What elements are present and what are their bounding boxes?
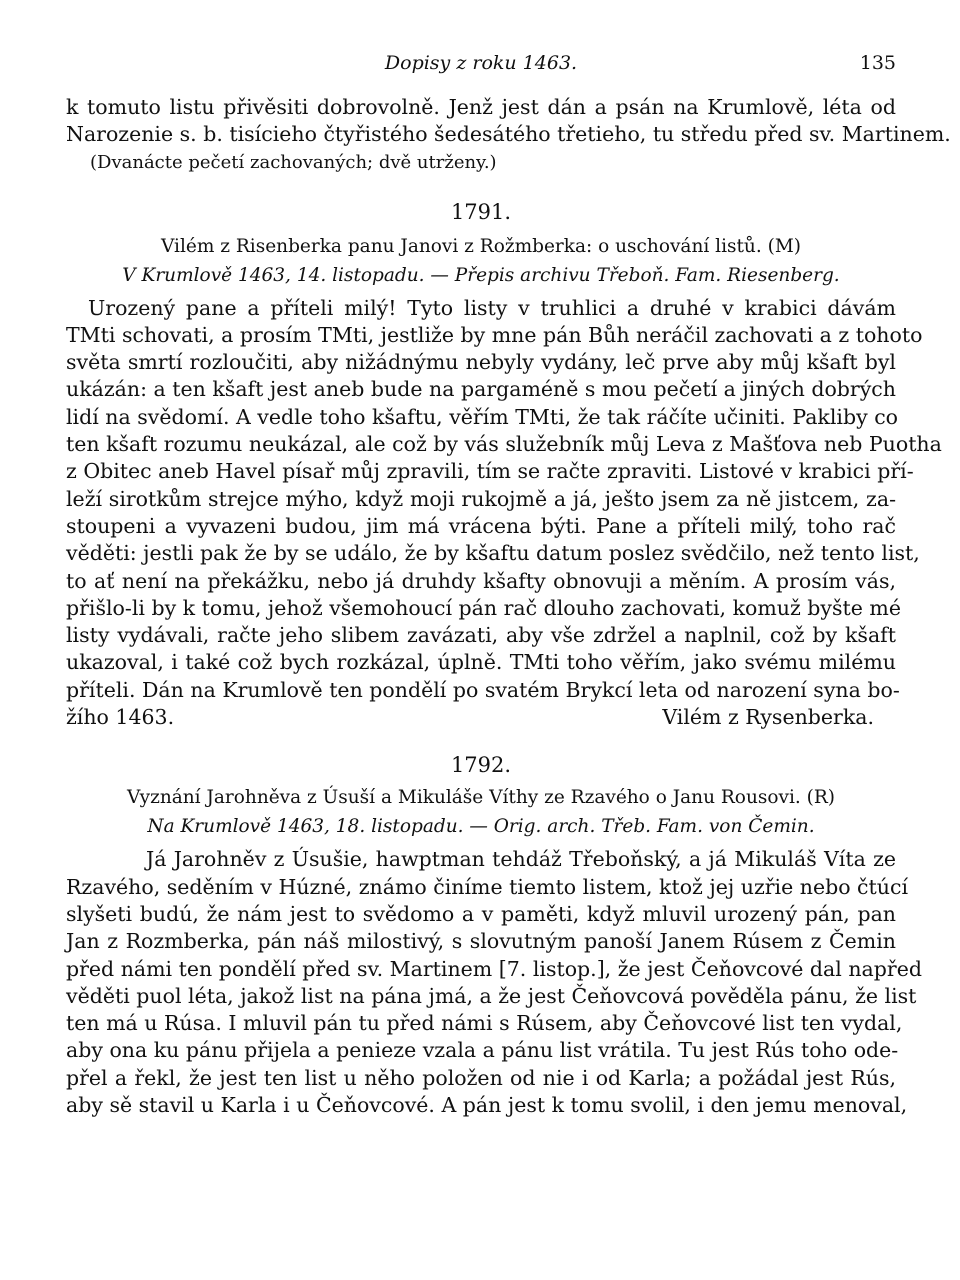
text-line: Rzavého, seděním v Húzné, známo činíme tiemto listem, ktož jej uzřie nebo čtúcí <box>66 874 909 899</box>
text-line: aby sě stavil u Karla i u Čeňovcové. A pán jest k tomu svolil, i den jemu menoval, <box>66 1093 908 1118</box>
text-line: listy vydávali, račte jeho slibem zavázati, aby vše zdržel a naplnil, což by kšaft <box>66 623 896 648</box>
running-title: Dopisy z roku 1463. <box>384 52 578 74</box>
text-line: ukazoval, i také což bych rozkázal, úplně. TMti toho věřím, jako svému milému <box>66 650 896 675</box>
text-line: stoupeni a vyvazeni budou, jim má vrácena býti. Pane a příteli milý, toho rač <box>66 513 896 538</box>
page-number: 135 <box>859 52 896 74</box>
text-line: Narozenie s. b. tisícieho čtyřistého šedesátého třetieho, tu středu před sv. Martinem. <box>66 122 951 147</box>
closing-date: žího 1463. <box>66 705 175 730</box>
text-line: to ať není na překážku, nebo já druhdy kšafty obnovuji a měním. A prosím vás, <box>66 568 896 593</box>
text-line: lidí na svědomí. A vedle toho kšaftu, věřím TMti, že tak ráčíte učiniti. Pakliby co <box>66 404 899 429</box>
text-line: Jan z Rozmberka, pán náš milostivý, s slovutným panoší Janem Rúsem z Čemin <box>66 929 896 954</box>
text-line: světa smrtí rozloučiti, aby nižádnýmu nebyly vydány, leč prve aby můj kšaft byl <box>66 350 896 375</box>
document-1792 <box>66 751 922 1119</box>
text-line: věděti: jestli pak že by se událo, že by kšaftu datum poslez svědčilo, než tento list, <box>66 541 920 566</box>
text-line: ten kšaft rozumu neukázal, ale což by vás služebník můj Leva z Mašťova neb Puotha <box>66 432 942 457</box>
text-line: k tomuto listu přivěsiti dobrovolně. Jenž jest dán a psán na Krumlově, léta od <box>66 95 896 119</box>
signature: Vilém z Rysenberka. <box>662 705 874 730</box>
text-line: z Obitec aneb Havel písař můj zpravili, tím se račte zpraviti. Listové v krabici pří- <box>66 459 914 484</box>
previous-document-ending <box>66 94 951 176</box>
running-head <box>66 52 896 76</box>
document-number: 1791. <box>450 199 512 224</box>
text-line: přišlo-li by k tomu, jehož všemohoucí pán rač dlouho zachovati, komuž byšte mé <box>66 595 901 620</box>
document-page <box>66 52 951 1119</box>
text-line: Urozený pane a příteli milý! Tyto listy v truhlici a druhé v krabici dávám <box>88 295 896 320</box>
text-line: leží sirotkům strejce mýho, když moji rukojmě a já, ješto jsem za ně jistcem, za- <box>66 486 896 511</box>
text-line: před námi ten pondělí před sv. Martinem [7. listop.], že jest Čeňovcové dal napřed <box>66 956 922 981</box>
text-line: příteli. Dán na Krumlově ten pondělí po svatém Brykcí leta od narození syna bo- <box>66 677 900 702</box>
text-line: aby ona ku pánu přijela a penieze vzala a pánu list vrátila. Tu jest Rús toho ode- <box>66 1038 899 1063</box>
text-line: slyšeti budú, že nám jest to svědomo a v paměti, když mluvil urozený pán, pan <box>66 901 896 926</box>
text-line: ukázán: a ten kšaft jest aneb bude na pargaméně s mou pečetí a jiných dobrých <box>66 377 896 402</box>
text-line: věděti puol léta, jakož list na pána jmá, a že jest Čeňovcová pověděla pánu, že list <box>66 983 917 1008</box>
text-line: Já Jarohněv z Úsušie, hawptman tehdáž Třeboňský, a já Mikuláš Víta ze <box>146 847 896 872</box>
closing-line <box>66 704 896 731</box>
document-1791 <box>66 198 942 732</box>
document-regest: Vyznání Jarohněva z Úsuší a Mikuláše Víthy ze Rzavého o Janu Rousovi. (R) <box>127 787 835 809</box>
seal-note: (Dvanácte pečetí zachovaných; dvě utrženy.) <box>90 151 497 173</box>
document-source: V Krumlově 1463, 14. listopadu. — Přepis archivu Třeboň. Fam. Riesenberg. <box>122 264 840 286</box>
document-source: Na Krumlově 1463, 18. listopadu. — Orig. arch. Třeb. Fam. von Čemin. <box>147 816 815 838</box>
text-line: přel a řekl, že jest ten list u něho položen od nie i od Karla; a požádal jest Rús, <box>66 1065 896 1090</box>
text-line: TMti schovati, a prosím TMti, jestliže by mne pán Bůh neráčil zachovati a z tohoto <box>66 322 923 347</box>
text-line: ten má u Rúsa. I mluvil pán tu před námi s Rúsem, aby Čeňovcové list ten vydal, <box>66 1011 903 1036</box>
document-number: 1792. <box>450 753 512 778</box>
document-regest: Vilém z Risenberka panu Janovi z Rožmberka: o uschování listů. (M) <box>161 235 801 257</box>
